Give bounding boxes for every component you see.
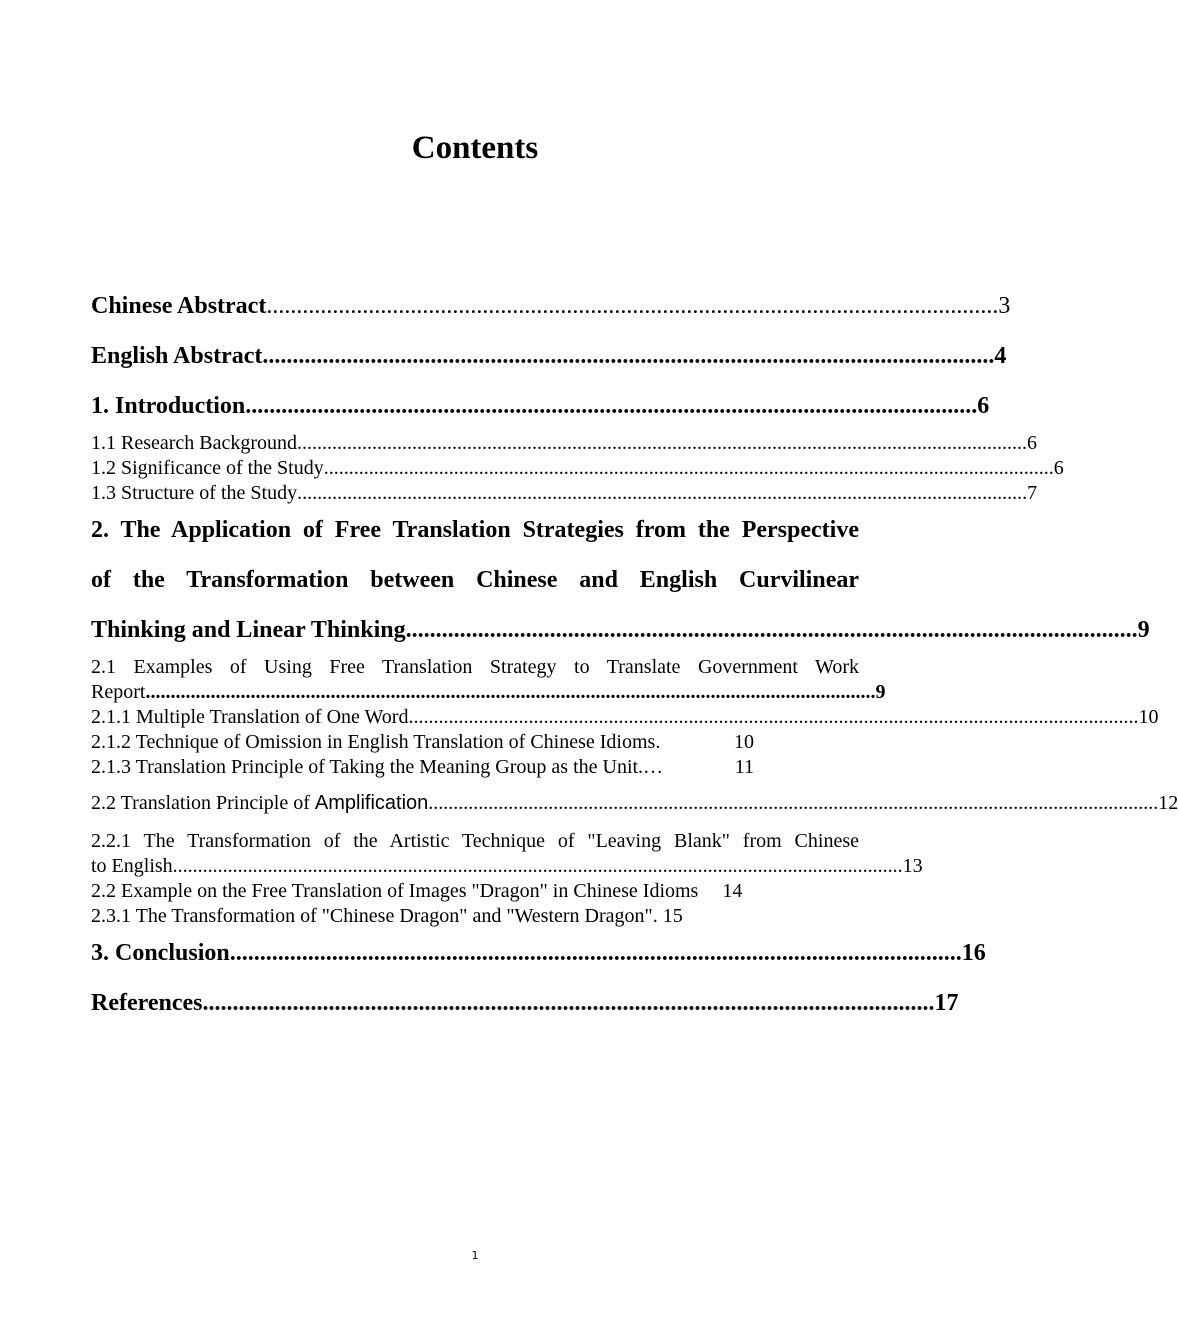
dot-leader: [660, 730, 734, 754]
toc-page-number: 6: [1027, 432, 1038, 454]
dot-leader: ..................................................................................................................................................: [297, 432, 1028, 454]
toc-entry-title: 2.1.3 Translation Principle of Taking the Meaning Group as the Unit.…: [91, 756, 664, 778]
toc-page-number: 16: [961, 940, 986, 966]
toc-entry-2-1-line-1[interactable]: 2.1 Examples of Using Free Translation Strategy to Translate Government Work: [91, 656, 859, 678]
toc-page-number: 12: [1158, 792, 1178, 814]
dot-leader: ..........................................................................................................................: [266, 293, 999, 319]
toc-entry-title: 1.3 Structure of the Study: [91, 482, 298, 504]
toc-entry-title: 2.3.1 The Transformation of "Chinese Dragon" and "Western Dragon".: [91, 905, 663, 927]
toc-page-number: 9: [1137, 617, 1150, 643]
dot-leader: ..................................................................................................................................................: [297, 482, 1028, 504]
toc-entry-title: [91, 791, 428, 815]
toc-entry-english-abstract[interactable]: [91, 341, 1007, 371]
toc-page-number: 6: [977, 393, 990, 419]
page-number: 1: [471, 1249, 479, 1262]
toc-entry-2-2[interactable]: [91, 791, 1178, 815]
toc-entry-title: References: [91, 990, 203, 1016]
toc-entry-2-2-1-line-1[interactable]: 2.2.1 The Transformation of the Artistic Technique of "Leaving Blank" from Chinese: [91, 830, 859, 852]
toc-entry-title: Chinese Abstract: [91, 293, 267, 319]
toc-page-number: 10: [734, 731, 754, 753]
page-title: Contents: [411, 130, 539, 166]
toc-entry-title: 1. Introduction: [91, 393, 246, 419]
toc-entry-2-1-1[interactable]: [91, 705, 1159, 729]
toc-entry-title: 1.2 Significance of the Study: [91, 457, 324, 479]
dot-leader: ..........................................................................................................................: [262, 343, 995, 369]
toc-entry-2-3-1[interactable]: [91, 904, 683, 928]
dot-leader: ..................................................................................................................................................: [428, 792, 1159, 814]
toc-entry-chinese-abstract[interactable]: [91, 291, 1011, 321]
toc-entry-title: English Abstract: [91, 343, 263, 369]
toc-entry-chapter-2-line-3[interactable]: [91, 615, 1150, 645]
toc-page-number: 17: [934, 990, 959, 1016]
toc-page-number: 10: [1138, 706, 1159, 728]
toc-page-number: 15: [662, 905, 683, 927]
toc-page-number: 13: [902, 855, 923, 877]
toc-page-number: 4: [994, 343, 1007, 369]
toc-entry-title: 2.1.2 Technique of Omission in English Translation of Chinese Idioms.: [91, 731, 661, 753]
toc-entry-introduction[interactable]: [91, 391, 990, 421]
dot-leader: ..................................................................................................................................................: [323, 457, 1054, 479]
dot-leader: ..........................................................................................................................: [245, 393, 978, 419]
toc-entry-2-2-1-line-2[interactable]: [91, 854, 923, 878]
toc-page-number: 3: [998, 293, 1011, 319]
toc-page-number: 11: [734, 756, 754, 778]
toc-entry-references[interactable]: [91, 988, 959, 1018]
toc-entry-2-2-dragon[interactable]: [91, 879, 742, 903]
dot-leader: ..................................................................................................................................................: [408, 706, 1139, 728]
toc-entry-title: to English: [91, 855, 173, 877]
toc-entry-1-2[interactable]: [91, 456, 1064, 480]
toc-entry-2-1-line-2[interactable]: [91, 680, 886, 704]
toc-entry-title: 2.2 Example on the Free Translation of Images "Dragon" in Chinese Idioms: [91, 880, 699, 902]
toc-entry-chapter-2-line-2[interactable]: of the Transformation between Chinese and English Curvilinear: [91, 567, 859, 593]
toc-entry-title-part: 2.2 Translation Principle of: [91, 792, 315, 814]
toc-page-number: 7: [1027, 482, 1038, 504]
toc-entry-2-1-2[interactable]: [91, 730, 754, 754]
toc-entry-title-part: Amplification: [314, 792, 429, 814]
dot-leader: ..........................................................................................................................: [405, 617, 1138, 643]
dot-leader: ..........................................................................................................................: [229, 940, 962, 966]
toc-entry-title: Report: [91, 681, 146, 703]
toc-entry-1-1[interactable]: [91, 431, 1038, 455]
dot-leader: [663, 755, 735, 779]
toc-entry-chapter-2-line-1[interactable]: 2. The Application of Free Translation Strategies from the Perspective: [91, 517, 859, 543]
dot-leader: ..................................................................................................................................................: [172, 855, 903, 877]
toc-entry-title: 2.1.1 Multiple Translation of One Word: [91, 706, 409, 728]
toc-entry-title: Thinking and Linear Thinking: [91, 617, 406, 643]
toc-page-number: 14: [722, 880, 743, 902]
toc-entry-2-1-3[interactable]: [91, 755, 754, 779]
toc-entry-conclusion[interactable]: [91, 938, 986, 968]
toc-page-number: 9: [875, 681, 886, 703]
dot-leader: ..................................................................................................................................................: [145, 681, 876, 703]
toc-entry-title: 1.1 Research Background: [91, 432, 298, 454]
dot-leader: ..........................................................................................................................: [202, 990, 935, 1016]
toc-page-number: 6: [1053, 457, 1064, 479]
toc-entry-title: 3. Conclusion: [91, 940, 230, 966]
toc-entry-1-3[interactable]: [91, 481, 1038, 505]
